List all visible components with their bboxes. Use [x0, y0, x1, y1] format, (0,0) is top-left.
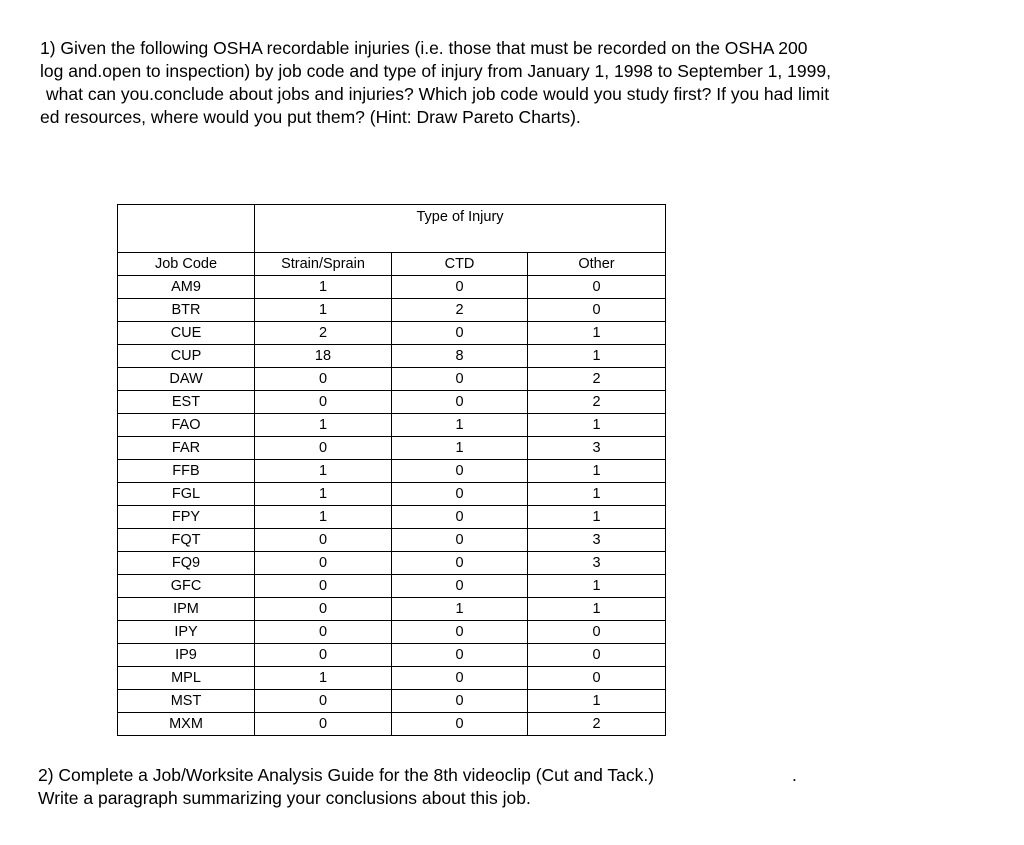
- cell-strain-sprain: 1: [255, 483, 392, 506]
- table-row: [118, 437, 666, 460]
- cell-job-code: FQ9: [118, 552, 255, 575]
- cell-ctd: 1: [392, 414, 528, 437]
- cell-strain-sprain: 0: [255, 529, 392, 552]
- cell-other: 0: [528, 644, 666, 667]
- question-1-text: [40, 37, 940, 129]
- cell-job-code: FQT: [118, 529, 255, 552]
- table-row: [118, 322, 666, 345]
- question-2-line: Write a paragraph summarizing your conclusions about this job.: [38, 788, 531, 808]
- cell-job-code: FAR: [118, 437, 255, 460]
- cell-other: 2: [528, 368, 666, 391]
- table-row: [118, 345, 666, 368]
- cell-job-code: IPY: [118, 621, 255, 644]
- table-row: [118, 391, 666, 414]
- cell-ctd: 0: [392, 460, 528, 483]
- cell-strain-sprain: 1: [255, 460, 392, 483]
- cell-ctd: 1: [392, 437, 528, 460]
- cell-job-code: MPL: [118, 667, 255, 690]
- table-row: [118, 460, 666, 483]
- cell-other: 1: [528, 575, 666, 598]
- header-ctd: CTD: [392, 253, 528, 276]
- cell-job-code: CUE: [118, 322, 255, 345]
- table-row: [118, 529, 666, 552]
- cell-ctd: 0: [392, 690, 528, 713]
- question-1-line: ed resources, where would you put them? (Hint: Draw Pareto Charts).: [40, 107, 581, 127]
- header-other: Other: [528, 253, 666, 276]
- cell-other: 1: [528, 345, 666, 368]
- table-row: [118, 598, 666, 621]
- question-1-line: 1) Given the following OSHA recordable injuries (i.e. those that must be recorded on the OSHA 200: [40, 38, 808, 58]
- table-row: [118, 483, 666, 506]
- table-row: [118, 667, 666, 690]
- cell-ctd: 0: [392, 529, 528, 552]
- cell-job-code: AM9: [118, 276, 255, 299]
- cell-ctd: 1: [392, 598, 528, 621]
- cell-job-code: CUP: [118, 345, 255, 368]
- cell-strain-sprain: 1: [255, 299, 392, 322]
- cell-strain-sprain: 0: [255, 644, 392, 667]
- cell-ctd: 0: [392, 621, 528, 644]
- table-row: [118, 713, 666, 736]
- cell-ctd: 0: [392, 506, 528, 529]
- table-header-row: [118, 253, 666, 276]
- cell-other: 1: [528, 598, 666, 621]
- question-2-text: [38, 764, 938, 810]
- type-of-injury-header: Type of Injury: [255, 205, 666, 253]
- cell-job-code: FAO: [118, 414, 255, 437]
- table-row: [118, 690, 666, 713]
- trailing-period: .: [792, 765, 797, 785]
- header-strain-sprain: Strain/Sprain: [255, 253, 392, 276]
- cell-strain-sprain: 1: [255, 414, 392, 437]
- table-row: [118, 414, 666, 437]
- cell-other: 1: [528, 414, 666, 437]
- cell-strain-sprain: 2: [255, 322, 392, 345]
- cell-other: 0: [528, 299, 666, 322]
- cell-ctd: 0: [392, 276, 528, 299]
- cell-strain-sprain: 1: [255, 276, 392, 299]
- cell-ctd: 0: [392, 552, 528, 575]
- cell-job-code: MST: [118, 690, 255, 713]
- table-row: [118, 276, 666, 299]
- question-1-line: what can you.conclude about jobs and injuries? Which job code would you study first? If you had limit: [46, 84, 830, 104]
- cell-strain-sprain: 18: [255, 345, 392, 368]
- cell-strain-sprain: 0: [255, 621, 392, 644]
- cell-other: 3: [528, 552, 666, 575]
- cell-job-code: BTR: [118, 299, 255, 322]
- cell-other: 1: [528, 483, 666, 506]
- cell-job-code: IPM: [118, 598, 255, 621]
- cell-other: 2: [528, 391, 666, 414]
- table-row: [118, 299, 666, 322]
- cell-strain-sprain: 0: [255, 598, 392, 621]
- cell-other: 1: [528, 322, 666, 345]
- cell-job-code: FPY: [118, 506, 255, 529]
- cell-ctd: 0: [392, 575, 528, 598]
- cell-job-code: MXM: [118, 713, 255, 736]
- cell-strain-sprain: 0: [255, 368, 392, 391]
- cell-job-code: FFB: [118, 460, 255, 483]
- cell-other: 2: [528, 713, 666, 736]
- cell-job-code: EST: [118, 391, 255, 414]
- cell-ctd: 0: [392, 322, 528, 345]
- injury-table: [117, 204, 666, 736]
- cell-strain-sprain: 0: [255, 575, 392, 598]
- cell-ctd: 0: [392, 667, 528, 690]
- cell-other: 3: [528, 529, 666, 552]
- table-row: [118, 575, 666, 598]
- table-group-header-row: [118, 205, 666, 253]
- cell-ctd: 0: [392, 713, 528, 736]
- cell-strain-sprain: 1: [255, 667, 392, 690]
- table-row: [118, 506, 666, 529]
- cell-other: 3: [528, 437, 666, 460]
- cell-strain-sprain: 0: [255, 552, 392, 575]
- cell-job-code: FGL: [118, 483, 255, 506]
- table-row: [118, 368, 666, 391]
- cell-other: 0: [528, 667, 666, 690]
- cell-strain-sprain: 1: [255, 506, 392, 529]
- cell-ctd: 2: [392, 299, 528, 322]
- cell-job-code: IP9: [118, 644, 255, 667]
- cell-other: 0: [528, 621, 666, 644]
- cell-other: 1: [528, 506, 666, 529]
- cell-strain-sprain: 0: [255, 690, 392, 713]
- question-2-line: 2) Complete a Job/Worksite Analysis Guide for the 8th videoclip (Cut and Tack.): [38, 765, 655, 785]
- question-1-line: log and.open to inspection) by job code and type of injury from January 1, 1998 to September 1, 1999,: [40, 61, 831, 81]
- table-row: [118, 621, 666, 644]
- cell-ctd: 0: [392, 368, 528, 391]
- cell-other: 0: [528, 276, 666, 299]
- cell-strain-sprain: 0: [255, 437, 392, 460]
- cell-job-code: GFC: [118, 575, 255, 598]
- cell-ctd: 8: [392, 345, 528, 368]
- cell-other: 1: [528, 460, 666, 483]
- table-row: [118, 552, 666, 575]
- cell-strain-sprain: 0: [255, 391, 392, 414]
- cell-other: 1: [528, 690, 666, 713]
- table-corner-cell: [118, 205, 255, 253]
- cell-ctd: 0: [392, 644, 528, 667]
- cell-strain-sprain: 0: [255, 713, 392, 736]
- table-row: [118, 644, 666, 667]
- cell-ctd: 0: [392, 483, 528, 506]
- header-job-code: Job Code: [118, 253, 255, 276]
- cell-job-code: DAW: [118, 368, 255, 391]
- cell-ctd: 0: [392, 391, 528, 414]
